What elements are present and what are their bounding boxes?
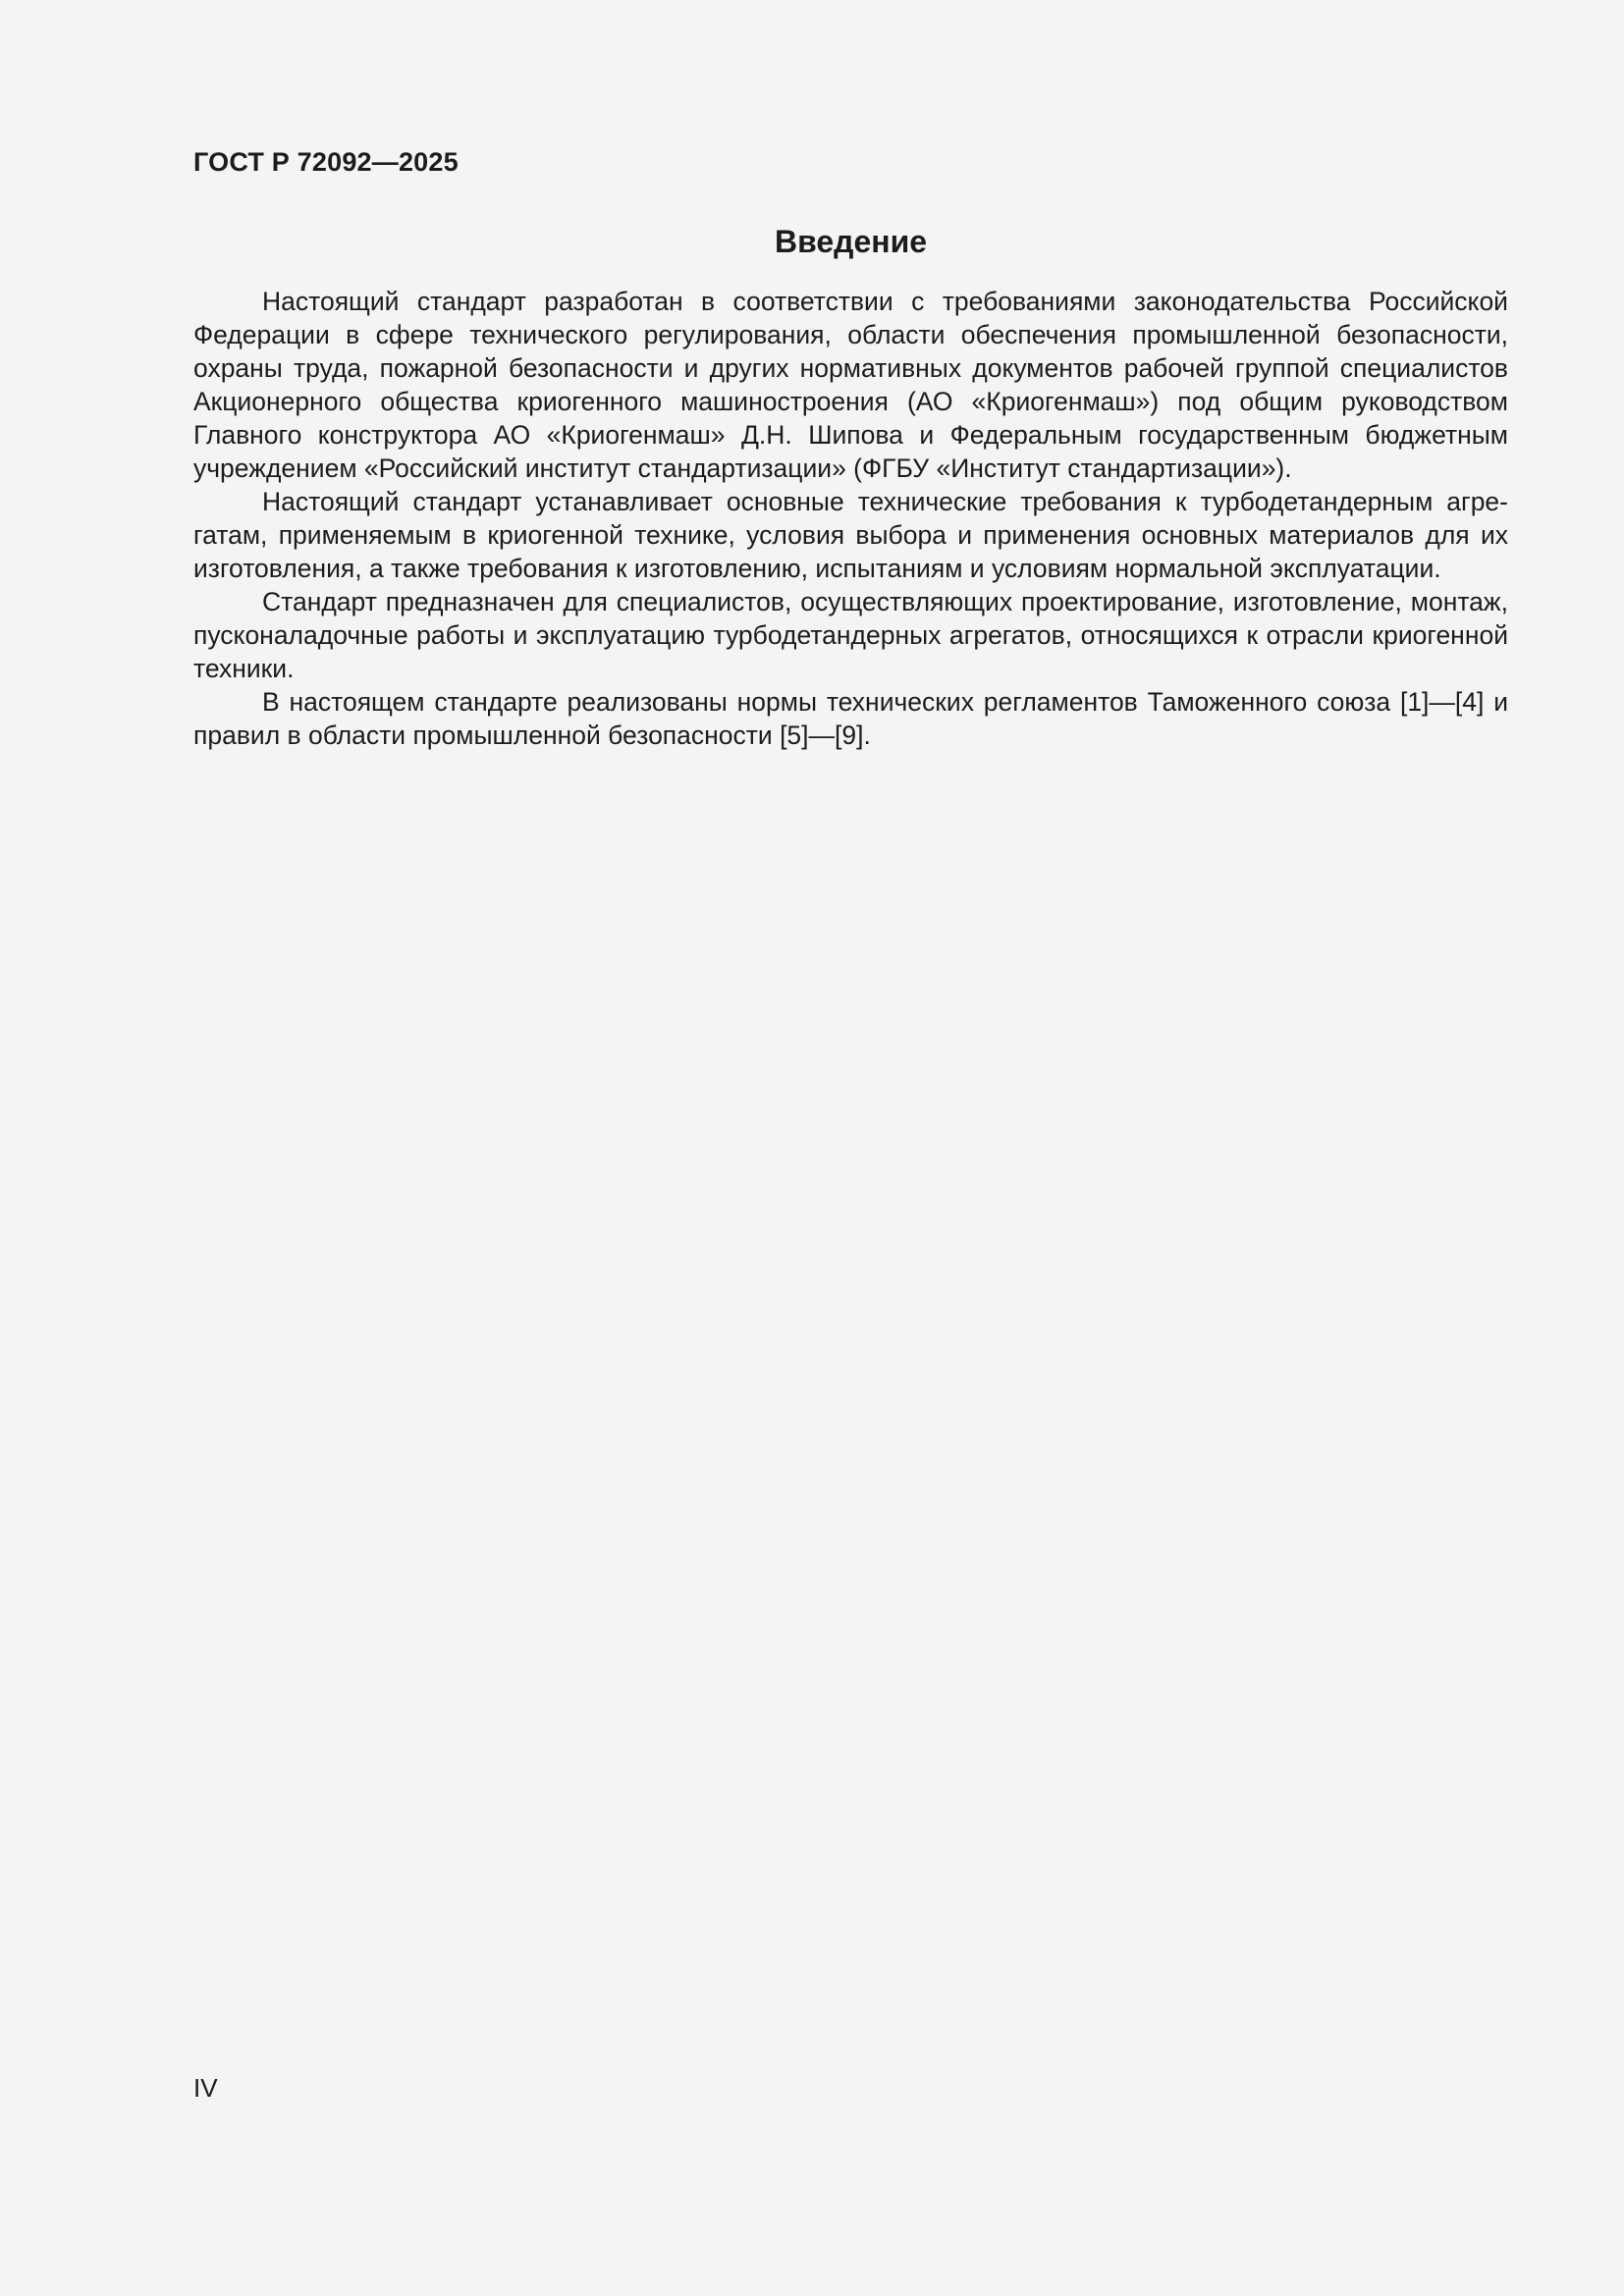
page-number: IV (193, 2073, 218, 2103)
document-header: ГОСТ Р 72092—2025 (193, 147, 459, 177)
paragraph: В настоящем стандарте реализованы нормы технических регламентов Таможенного союза [1]—[4] и правил в области промышленной безопасности [5]—[9]. (193, 687, 1508, 750)
paragraph: Стандарт предназначен для специалистов, осуществляющих проектирование, изготовление, монтаж, пусконаладочные работы и эксплуатацию турбодетандерных агрегатов, относящихся к отрасли криогенной техники. (193, 587, 1508, 683)
body-text (193, 285, 1508, 752)
paragraph: Настоящий стандарт устанавливает основные технические требования к турбодетандерным агрегатам, применяемым в криогенной технике, условия выбора и применения основных материалов для их изготовления, а также требования к изготовлению, испытаниям и условиям нормальной эксплуатации. (193, 487, 1508, 583)
paragraph: Настоящий стандарт разработан в соответствии с требованиями законодательства Российской Федерации в сфере технического регулирования, области обеспечения промышленной безопасности, охраны труда, пожарной безопасности и других нормативных документов рабочей группой специалистов Акционерного общества криогенного машиностроения (АО «Криогенмаш») под общим руководством Главного конструктора АО «Криогенмаш» Д.Н. Шипова и Федеральным государственным бюджетным учреждением «Российский институт стандартизации» (ФГБУ «Институт стандартизации»). (193, 287, 1508, 483)
section-title: Введение (774, 224, 928, 259)
